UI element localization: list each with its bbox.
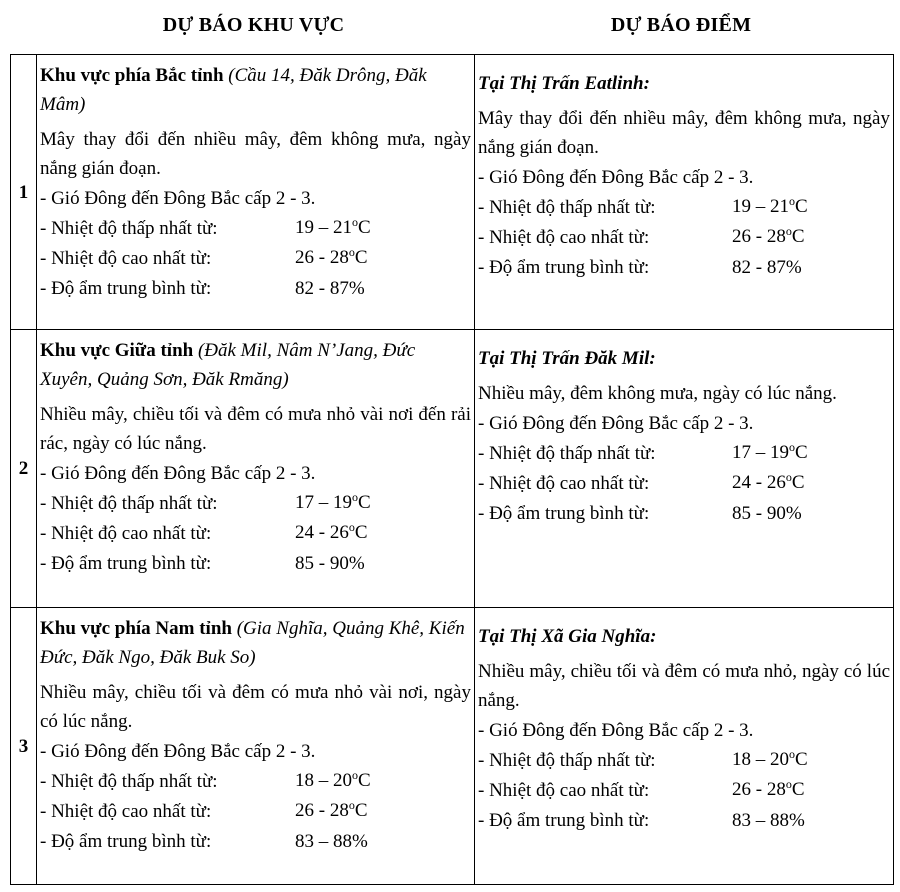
point-name: Tại Thị Trấn Đăk Mil:: [478, 348, 656, 369]
point-forecast-cell: [475, 55, 894, 330]
humidity-label: - Độ ẩm trung bình từ:: [40, 277, 212, 299]
row-index: 1: [11, 55, 37, 330]
wind-text: - Gió Đông đến Đông Bắc cấp 2 - 3.: [40, 187, 316, 209]
region-forecast-cell: [37, 330, 475, 608]
tmin-value: 17 – 19$^o$C: [732, 439, 808, 463]
tmin-value: 18 – 20$^o$C: [295, 767, 371, 791]
humidity-value: 82 - 87%: [295, 277, 365, 299]
humidity-line: [478, 498, 890, 528]
wind-text: - Gió Đông đến Đông Bắc cấp 2 - 3.: [478, 166, 754, 188]
wind-line: [40, 458, 471, 488]
tmax-value: 26 - 28$^o$C: [732, 223, 805, 247]
tmax-line: [40, 243, 471, 273]
tmax-value: 24 - 26$^o$C: [295, 519, 368, 543]
humidity-label: - Độ ẩm trung bình từ:: [40, 552, 212, 574]
tmin-value: 17 – 19$^o$C: [295, 489, 371, 513]
region-name: Khu vực phía Nam tỉnh: [40, 618, 232, 639]
tmin-label: - Nhiệt độ thấp nhất từ:: [40, 217, 218, 239]
region-description: Nhiều mây, chiều tối và đêm có mưa nhỏ vài nơi, ngày có lúc nắng.: [40, 682, 471, 732]
region-name: Khu vực Giữa tỉnh: [40, 340, 194, 361]
wind-text: - Gió Đông đến Đông Bắc cấp 2 - 3.: [478, 412, 754, 434]
region-description: Nhiều mây, chiều tối và đêm có mưa nhỏ vài nơi đến rải rác, ngày có lúc nắng.: [40, 404, 471, 454]
row-index: 2: [11, 330, 37, 608]
humidity-value: 83 – 88%: [732, 809, 805, 831]
tmax-label: - Nhiệt độ cao nhất từ:: [40, 522, 212, 544]
point-description: Mây thay đổi đến nhiều mây, đêm không mưa, ngày nắng gián đoạn.: [478, 108, 890, 158]
region-forecast-cell: [37, 608, 475, 885]
degree-sign: o: [352, 214, 358, 229]
humidity-line: [40, 273, 471, 303]
tmin-value: 19 – 21$^o$C: [732, 193, 808, 217]
point-name: Tại Thị Xã Gia Nghĩa:: [478, 626, 657, 647]
tmin-label: - Nhiệt độ thấp nhất từ:: [478, 749, 656, 771]
tmin-line: [40, 213, 471, 243]
tmin-line: [478, 438, 890, 468]
tmax-label: - Nhiệt độ cao nhất từ:: [40, 247, 212, 269]
humidity-value: 85 - 90%: [732, 502, 802, 524]
point-name: Tại Thị Trấn Eatlinh:: [478, 73, 650, 94]
degree-sign: o: [785, 223, 792, 238]
humidity-label: - Độ ẩm trung bình từ:: [478, 502, 650, 524]
point-forecast-cell: [475, 330, 894, 608]
degree-sign: o: [785, 776, 792, 791]
degree-sign: o: [348, 519, 355, 534]
degree-sign: o: [789, 439, 795, 454]
forecast-table: [10, 54, 894, 885]
point-description: Nhiều mây, đêm không mưa, ngày có lúc nắng.: [478, 383, 837, 404]
tmax-line: [478, 222, 890, 252]
table-header: [0, 0, 900, 54]
tmin-value: 18 – 20$^o$C: [732, 746, 808, 770]
tmax-label: - Nhiệt độ cao nhất từ:: [478, 226, 650, 248]
tmax-line: [478, 775, 890, 805]
point-forecast-cell: [475, 608, 894, 885]
tmin-line: [478, 192, 890, 222]
tmax-value: 26 - 28$^o$C: [295, 797, 368, 821]
wind-line: [478, 162, 890, 192]
row-index: 3: [11, 608, 37, 885]
humidity-line: [478, 805, 890, 835]
wind-line: [40, 183, 471, 213]
humidity-value: 85 - 90%: [295, 552, 365, 574]
region-title: [40, 61, 471, 119]
degree-sign: o: [789, 746, 795, 761]
humidity-line: [40, 548, 471, 578]
tmin-line: [40, 488, 471, 518]
tmin-line: [40, 766, 471, 796]
degree-sign: o: [348, 797, 355, 812]
wind-line: [478, 715, 890, 745]
tmin-label: - Nhiệt độ thấp nhất từ:: [40, 770, 218, 792]
point-description: Nhiều mây, chiều tối và đêm có mưa nhỏ, ngày có lúc nắng.: [478, 661, 890, 711]
tmin-label: - Nhiệt độ thấp nhất từ:: [40, 492, 218, 514]
humidity-value: 82 - 87%: [732, 256, 802, 278]
wind-text: - Gió Đông đến Đông Bắc cấp 2 - 3.: [478, 719, 754, 741]
tmax-value: 24 - 26$^o$C: [732, 469, 805, 493]
humidity-line: [40, 826, 471, 856]
region-name: Khu vực phía Bắc tỉnh: [40, 65, 224, 86]
tmax-line: [40, 518, 471, 548]
header-point-forecast: DỰ BÁO ĐIỂM: [610, 14, 752, 36]
tmin-label: - Nhiệt độ thấp nhất từ:: [478, 442, 656, 464]
degree-sign: o: [348, 244, 355, 259]
region-title: [40, 336, 471, 394]
humidity-label: - Độ ẩm trung bình từ:: [478, 256, 650, 278]
degree-sign: o: [352, 489, 358, 504]
degree-sign: o: [352, 767, 358, 782]
wind-text: - Gió Đông đến Đông Bắc cấp 2 - 3.: [40, 740, 316, 762]
tmin-value: 19 – 21$^o$C: [295, 214, 371, 238]
tmax-line: [478, 468, 890, 498]
humidity-label: - Độ ẩm trung bình từ:: [40, 830, 212, 852]
humidity-line: [478, 252, 890, 282]
tmin-line: [478, 745, 890, 775]
tmax-value: 26 - 28$^o$C: [295, 244, 368, 268]
region-description: Mây thay đổi đến nhiều mây, đêm không mưa, ngày nắng gián đoạn.: [40, 129, 471, 179]
tmin-label: - Nhiệt độ thấp nhất từ:: [478, 196, 656, 218]
region-places: (Đăk Mil, Nâm N’Jang, Đức Xuyên, Quảng Sơn, Đăk Rmăng): [40, 340, 416, 390]
region-places: (Gia Nghĩa, Quảng Khê, Kiến Đức, Đăk Ngo, Đăk Buk So): [40, 618, 465, 668]
wind-text: - Gió Đông đến Đông Bắc cấp 2 - 3.: [40, 462, 316, 484]
region-forecast-cell: [37, 55, 475, 330]
degree-sign: o: [789, 193, 795, 208]
tmax-value: 26 - 28$^o$C: [732, 776, 805, 800]
humidity-value: 83 – 88%: [295, 830, 368, 852]
tmax-label: - Nhiệt độ cao nhất từ:: [478, 472, 650, 494]
table-row: [11, 330, 894, 608]
tmax-label: - Nhiệt độ cao nhất từ:: [40, 800, 212, 822]
table-row: [11, 608, 894, 885]
region-title: [40, 614, 471, 672]
tmax-line: [40, 796, 471, 826]
humidity-label: - Độ ẩm trung bình từ:: [478, 809, 650, 831]
table-row: [11, 55, 894, 330]
wind-line: [40, 736, 471, 766]
region-places: (Cầu 14, Đăk Drông, Đăk Mâm): [40, 65, 427, 115]
wind-line: [478, 408, 890, 438]
header-region-forecast: DỰ BÁO KHU VỰC: [162, 14, 345, 36]
degree-sign: o: [785, 469, 792, 484]
tmax-label: - Nhiệt độ cao nhất từ:: [478, 779, 650, 801]
